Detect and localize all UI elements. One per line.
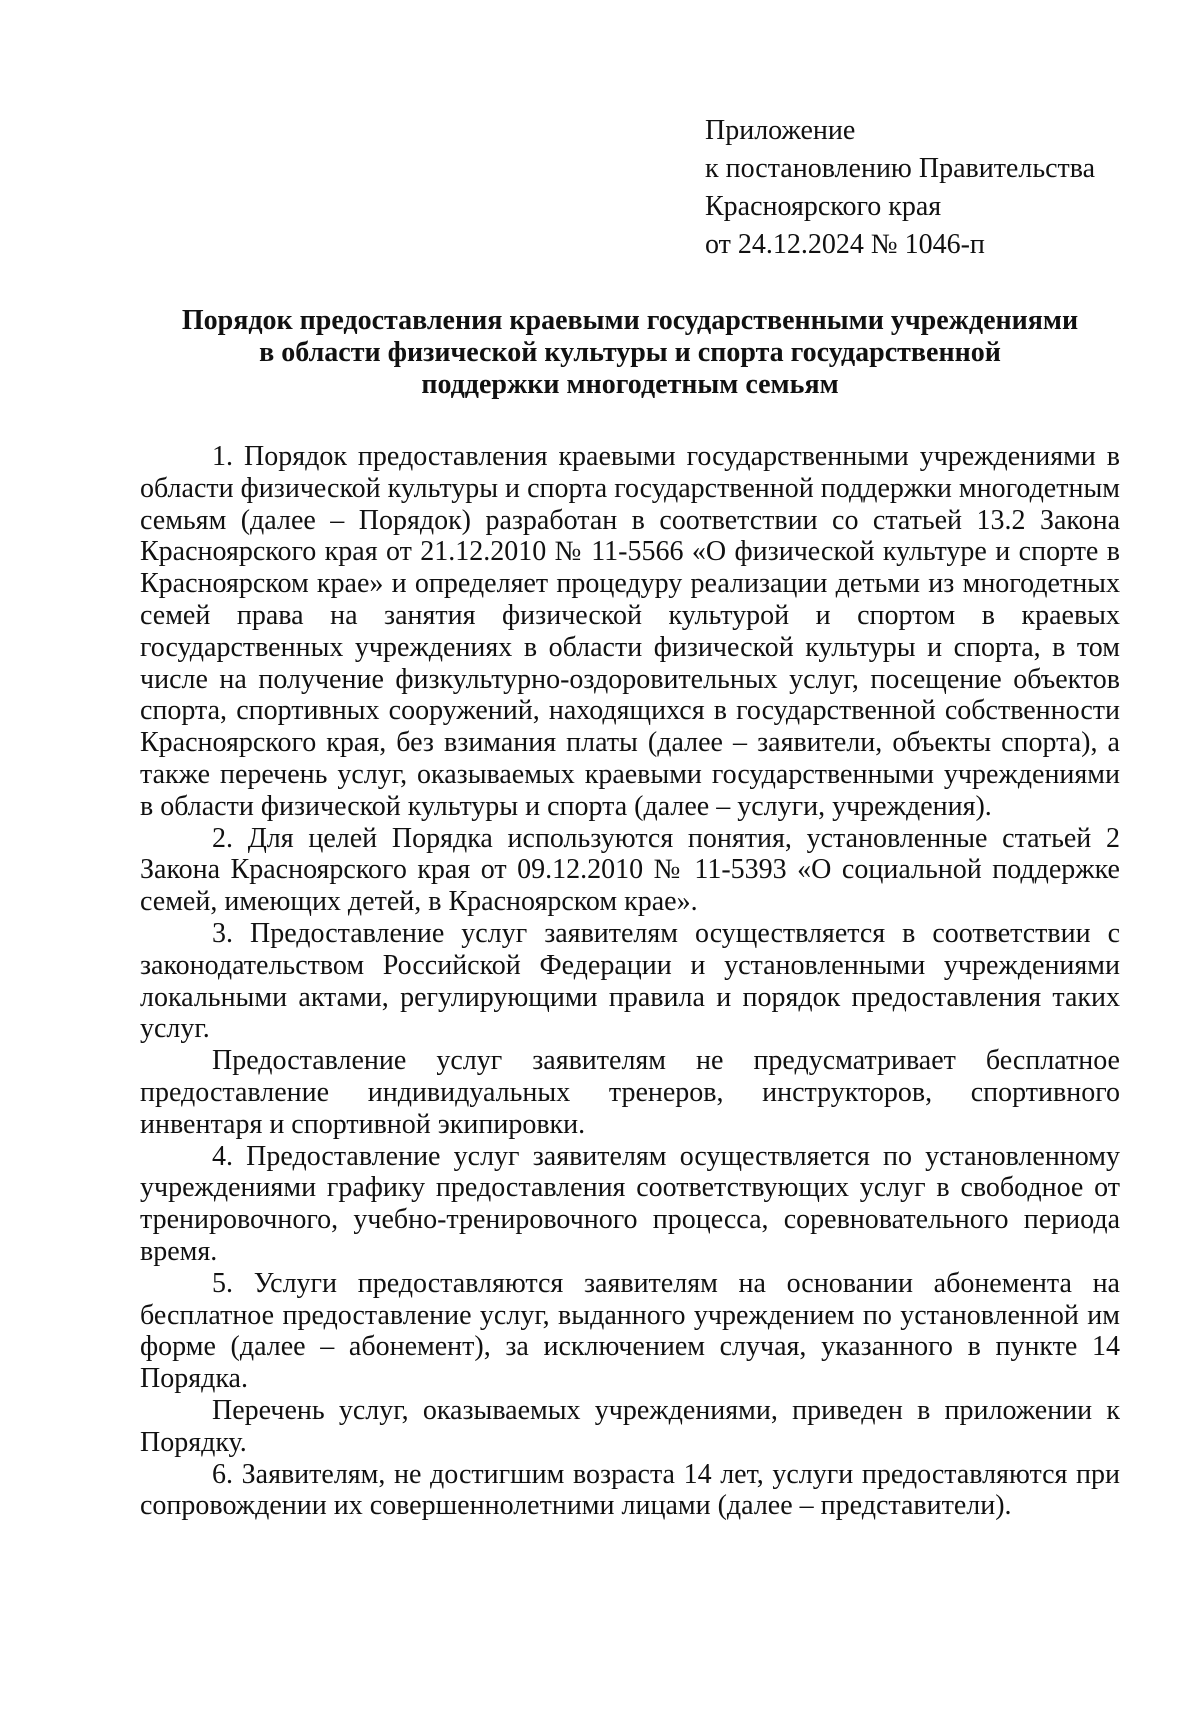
paragraph-3-note: Предоставление услуг заявителям не предусматривает бесплатное предоставление индивидуальных тренеров, инструкторов, спортивного инвентаря и спортивной экипировки. [140,1045,1120,1140]
title-line-1: Порядок предоставления краевыми государственными учреждениями [181,305,1079,336]
title-line-3: поддержки многодетным семьям [421,369,839,400]
paragraph-2: 2. Для целей Порядка используются понятия, установленные статьей 2 Закона Красноярского края от 09.12.2010 № 11-5393 «О социальной поддержке семей, имеющих детей, в Красноярском крае». [140,822,1120,918]
paragraph-3: 3. Предоставление услуг заявителям осуществляется в соответствии с законодательством Российской Федерации и установленными учреждениями локальными актами, регулирующими правила и порядок предоставления таких услуг. [140,917,1120,1045]
paragraph-5-note: Перечень услуг, оказываемых учреждениями, приведен в приложении к Порядку. [140,1394,1120,1458]
paragraph-4: 4. Предоставление услуг заявителям осуществляется по установленному учреждениями графику предоставления соответствующих услуг в свободное от тренировочного, учебно-тренировочного процесса, соревновательного периода время. [140,1140,1120,1267]
document-body [140,441,1120,1522]
title-line-2: в области физической культуры и спорта государственной [259,337,1001,368]
paragraph-1: 1. Порядок предоставления краевыми государственными учреждениями в области физической культуры и спорта государственной поддержки многодетным семьям (далее – Порядок) разработан в соответствии со статьей 13.2 Закона Красноярского края от 21.12.2010 № 11-5566 «О физической культуре и спорте в Красноярском крае» и определяет процедуру реализации детьми из многодетных семей права на занятия физической культурой и спортом в краевых государственных учреждениях в области физической культуры и спорта, в том числе на получение физкультурно-оздоровительных услуг, посещение объектов спорта, спортивных сооружений, находящихся в государственной собственности Красноярского края, без взимания платы (далее – заявители, объекты спорта), а также перечень услуг, оказываемых краевыми государственными учреждениями в области физической культуры и спорта (далее – услуги, учреждения). [140,441,1120,822]
annex-line-1: Приложение [705,115,856,146]
annex-line-4: от 24.12.2024 № 1046-п [705,229,985,260]
annex-line-2: к постановлению Правительства [705,153,1096,184]
annex-line-3: Красноярского края [705,191,942,222]
paragraph-5: 5. Услуги предоставляются заявителям на основании абонемента на бесплатное предоставление услуг, выданного учреждением по установленной им форме (далее – абонемент), за исключением случая, указанного в пункте 14 Порядка. [140,1267,1120,1395]
paragraph-6: 6. Заявителям, не достигшим возраста 14 лет, услуги предоставляются при сопровождении их совершеннолетними лицами (далее – представители). [140,1458,1120,1522]
annex-block [705,112,1095,264]
document-title [140,305,1120,401]
